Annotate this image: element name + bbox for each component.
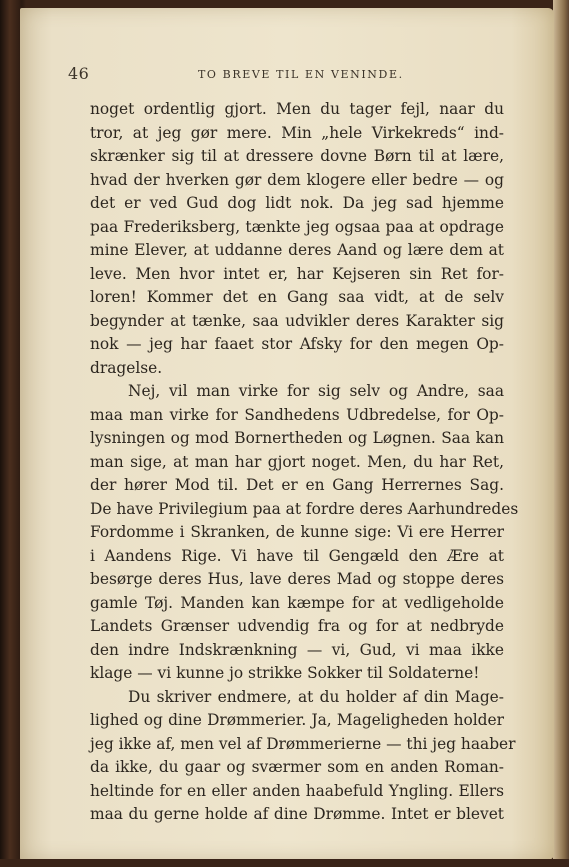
text-line: mine Elever, at uddanne deres Aand og lære dem at [90,241,504,259]
text-line: dragelse. [90,358,163,377]
text-line: lysningen og mod Bornertheden og Løgnen. Saa kan [90,429,504,447]
text-line: Nej, vil man virke for sig selv og Andre, saa [128,382,504,400]
text-line: skrænker sig til at dressere dovne Børn til at lære, [90,147,504,165]
text-line: loren! Kommer det en Gang saa vidt, at de selv [90,288,504,306]
text-line: tror, at jeg gør mere. Min „hele Virkekreds“ ind- [90,123,504,142]
text-line: De have Privilegium paa at fordre deres Aarhundredes [90,499,519,518]
text-line: den indre Indskrænkning — vi, Gud, vi maa ikke [90,640,504,659]
text-line: nok — jeg har faaet stor Afsky for den megen Op- [90,335,504,353]
text-line: Fordomme i Skranken, de kunne sige: Vi ere Herrer [90,523,504,541]
book-spine-edge [0,0,22,867]
text-line: jeg ikke af, men vel af Drømmerierne — thi jeg haaber [90,734,516,753]
text-line: besørge deres Hus, lave deres Mad og stoppe deres [90,570,504,588]
text-line: maa man virke for Sandhedens Udbredelse, for Op- [90,405,504,424]
text-line: paa Frederiksberg, tænkte jeg ogsaa paa at opdrage [90,217,504,236]
page-number: 46 [68,64,90,83]
running-head [68,64,498,86]
text-line: Du skriver endmere, at du holder af din Mage- [128,687,504,706]
text-line: det er ved Gud dog lidt nok. Da jeg sad hjemme [90,194,504,212]
page-stack-edge [553,0,569,867]
text-line: Landets Grænser udvendig fra og for at nedbryde [90,617,504,635]
body-text [90,98,519,827]
text-line: da ikke, du gaar og sværmer som en anden Roman- [90,758,504,776]
text-line: heltinde for en eller anden haabefuld Yngling. Ellers [90,781,504,800]
text-line: man sige, at man har gjort noget. Men, du har Ret, [90,452,504,471]
text-line: leve. Men hvor intet er, har Kejseren sin Ret for- [90,264,504,283]
book-bottom-edge [0,859,569,867]
text-line: hvad der hverken gør dem klogere eller bedre — og [90,170,504,189]
running-title: TO BREVE TIL EN VENINDE. [198,68,404,81]
text-line: lighed og dine Drømmerier. Ja, Mageligheden holder [90,711,504,729]
text-line: i Aandens Rige. Vi have til Gengæld den Ære at [90,546,504,565]
text-line: gamle Tøj. Manden kan kæmpe for at vedligeholde [90,593,504,612]
text-line: begynder at tænke, saa udvikler deres Karakter sig [90,311,504,330]
text-line: maa du gerne holde af dine Drømme. Intet er blevet [90,805,504,823]
text-line: der hører Mod til. Det er en Gang Herrernes Sag. [90,476,504,494]
text-line: noget ordentlig gjort. Men du tager fejl, naar du [90,100,504,118]
text-line: klage — vi kunne jo strikke Sokker til Soldaterne! [90,664,480,682]
